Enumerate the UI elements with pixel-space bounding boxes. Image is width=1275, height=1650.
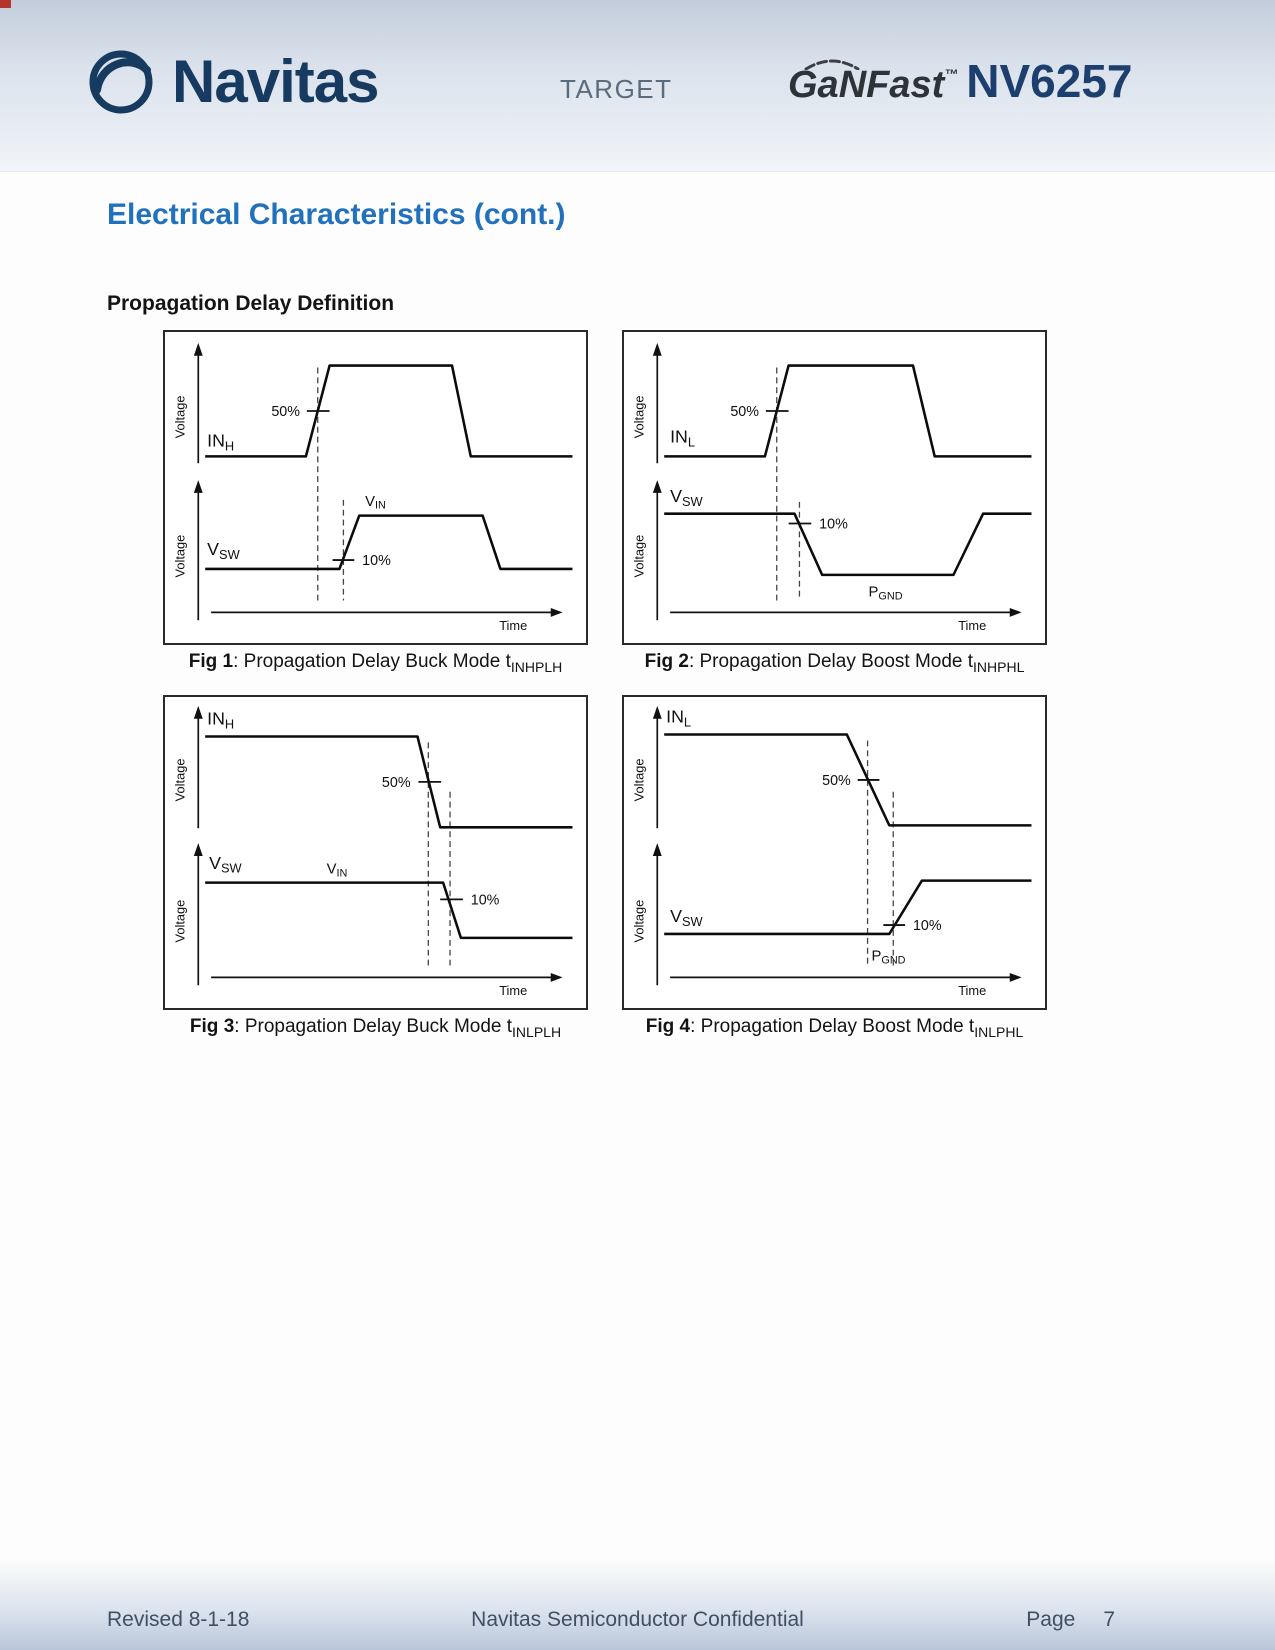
footer-page xyxy=(1026,1608,1115,1632)
page-title: Electrical Characteristics (cont.) xyxy=(107,198,566,231)
figure-1-caption-subscript: INHPLH xyxy=(510,658,563,675)
voltage-axis-bottom-arrow-icon xyxy=(194,480,203,493)
switch-signal-label: $V_{SW}$ xyxy=(207,539,240,563)
label-50pct: 50% xyxy=(271,403,300,420)
time-axis-label: Time xyxy=(499,618,528,634)
voltage-axis-top-label: Voltage xyxy=(172,758,188,802)
rail-label: $V_{IN}$ xyxy=(365,493,386,512)
footer-confidential: Navitas Semiconductor Confidential xyxy=(471,1608,804,1631)
figure-2-caption xyxy=(622,651,1047,675)
label-50pct: 50% xyxy=(730,403,759,420)
rail-label: $P_{GND}$ xyxy=(868,584,903,603)
label-10pct: 10% xyxy=(819,516,848,533)
switch-waveform xyxy=(205,883,572,938)
part-number: NV6257 xyxy=(966,55,1133,107)
rail-label: $P_{GND}$ xyxy=(871,948,906,967)
label-50pct: 50% xyxy=(822,772,851,789)
footer-band xyxy=(0,1558,1275,1650)
figure-4-caption-text: : Propagation Delay Boost Mode t xyxy=(690,1016,975,1037)
product-brand-group xyxy=(788,54,1133,108)
figure-2 xyxy=(622,330,1047,645)
header-band xyxy=(0,0,1275,172)
figure-3-caption-number: Fig 3 xyxy=(189,1016,235,1037)
figure-1-diagram xyxy=(165,332,586,643)
label-50pct: 50% xyxy=(381,774,411,791)
doc-status-label: TARGET xyxy=(560,74,673,104)
footer-page-label: Page xyxy=(1026,1608,1076,1631)
input-signal-label: $IN_L$ xyxy=(670,426,696,450)
voltage-axis-top-label: Voltage xyxy=(631,758,647,802)
voltage-axis-bottom-arrow-icon xyxy=(653,843,662,856)
ganfast-logo xyxy=(788,54,958,107)
voltage-axis-bottom-label: Voltage xyxy=(172,534,188,578)
figure-3 xyxy=(163,695,588,1010)
figure-4-caption-number: Fig 4 xyxy=(645,1016,691,1037)
figure-3-caption-text: : Propagation Delay Buck Mode t xyxy=(234,1016,513,1037)
navitas-logo-icon xyxy=(84,44,158,118)
voltage-axis-bottom-label: Voltage xyxy=(172,899,188,943)
figure-3-caption xyxy=(163,1016,588,1040)
navitas-logo-text: Navitas xyxy=(172,47,379,115)
time-axis-label: Time xyxy=(499,983,528,999)
label-10pct: 10% xyxy=(912,918,942,935)
switch-signal-label: $V_{SW}$ xyxy=(670,906,703,930)
figure-2-caption-text: : Propagation Delay Boost Mode t xyxy=(688,651,974,672)
time-axis-label: Time xyxy=(958,618,987,634)
figure-2-diagram xyxy=(624,332,1045,643)
label-10pct: 10% xyxy=(362,553,391,570)
switch-waveform xyxy=(664,881,1031,934)
voltage-axis-top-label: Voltage xyxy=(631,395,647,439)
input-signal-label: $IN_H$ xyxy=(207,430,235,454)
switch-signal-label: $V_{SW}$ xyxy=(209,852,242,876)
ganfast-text: GaNFast xyxy=(788,64,945,106)
switch-waveform xyxy=(664,514,1031,575)
section-heading: Propagation Delay Definition xyxy=(107,292,395,315)
figure-3-caption-subscript: INLPLH xyxy=(512,1023,562,1040)
corner-mark xyxy=(0,0,11,8)
time-axis-arrow-icon xyxy=(551,608,563,617)
voltage-axis-top-arrow-icon xyxy=(194,343,203,356)
time-axis-arrow-icon xyxy=(1010,973,1022,982)
time-axis-arrow-icon xyxy=(1010,608,1022,617)
rail-label: $V_{IN}$ xyxy=(326,861,348,880)
navitas-logo xyxy=(84,44,378,118)
figure-2-caption-subscript: INHPHL xyxy=(973,658,1025,675)
figure-4-caption xyxy=(622,1016,1047,1040)
figure-4-diagram xyxy=(624,697,1045,1008)
voltage-axis-bottom-label: Voltage xyxy=(631,899,647,943)
voltage-axis-top-arrow-icon xyxy=(194,706,203,719)
input-waveform xyxy=(664,366,1031,457)
trademark-symbol: ™ xyxy=(944,66,959,82)
voltage-axis-top-arrow-icon xyxy=(653,706,662,719)
voltage-axis-top-arrow-icon xyxy=(653,343,662,356)
label-10pct: 10% xyxy=(470,892,500,909)
switch-signal-label: $V_{SW}$ xyxy=(670,485,703,509)
ganfast-arc-icon xyxy=(802,56,862,70)
figure-1-caption-number: Fig 1 xyxy=(188,651,234,672)
input-signal-label: $IN_H$ xyxy=(207,708,235,732)
input-waveform xyxy=(205,366,572,457)
figure-1 xyxy=(163,330,588,645)
voltage-axis-bottom-label: Voltage xyxy=(631,534,647,578)
figure-2-caption-number: Fig 2 xyxy=(644,651,689,672)
input-signal-label: $IN_L$ xyxy=(666,706,692,730)
time-axis-arrow-icon xyxy=(551,973,563,982)
voltage-axis-bottom-arrow-icon xyxy=(653,480,662,493)
voltage-axis-top-label: Voltage xyxy=(172,395,188,439)
figure-3-diagram xyxy=(165,697,586,1008)
figure-1-caption xyxy=(163,651,588,675)
figure-4-caption-subscript: INLPHL xyxy=(974,1023,1024,1040)
voltage-axis-bottom-arrow-icon xyxy=(194,843,203,856)
time-axis-label: Time xyxy=(958,983,987,999)
footer-page-number: 7 xyxy=(1103,1608,1115,1631)
footer-revised: Revised 8-1-18 xyxy=(107,1608,250,1631)
figure-1-caption-text: : Propagation Delay Buck Mode t xyxy=(233,651,511,672)
figure-4 xyxy=(622,695,1047,1010)
